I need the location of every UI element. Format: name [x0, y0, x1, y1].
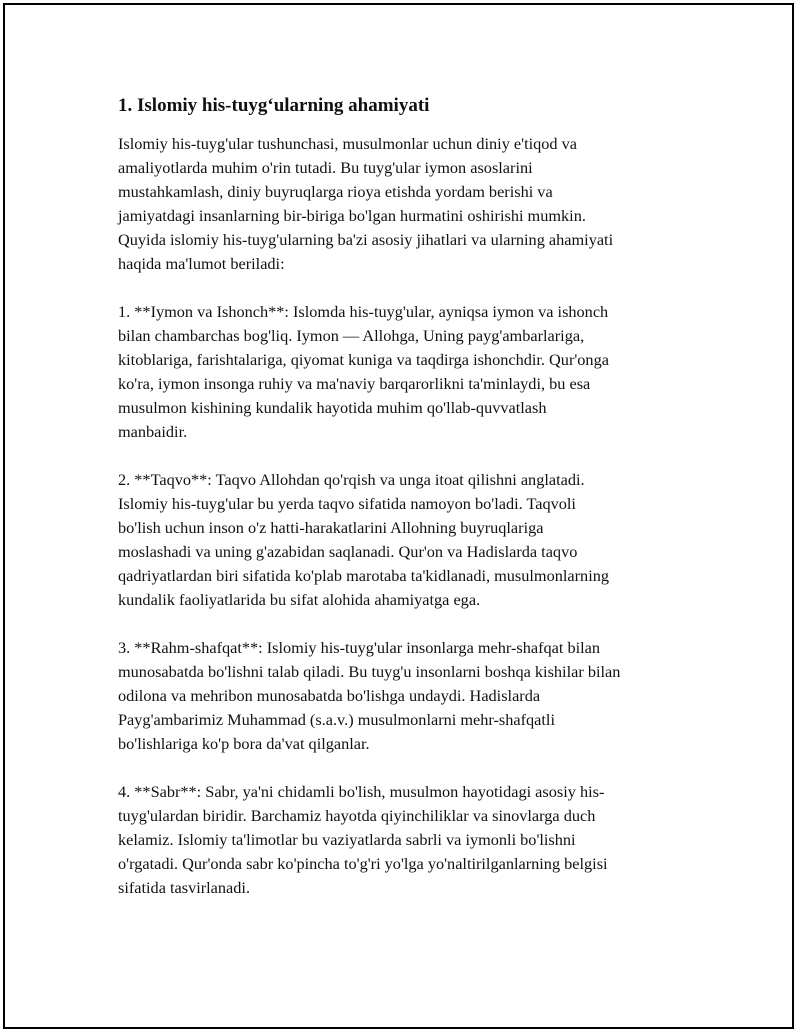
- paragraph-sabr: 4. **Sabr**: Sabr, ya'ni chidamli bo'lish, musulmon hayotidagi asosiy his- tuyg'ulardan biridir. Barchamiz hayotda qiyinchiliklar va sinovlarga duch kelamiz. Islomiy ta'limotlar bu vaziyatlarda sabrli va iymonli bo'lishni o'rgatadi. Qur'onda sabr ko'pincha to'g'ri yo'lga yo'naltirilganlarning belgisi sifatida tasvirlanadi.: [118, 782, 608, 897]
- paragraph-rahm-shafqat: 3. **Rahm-shafqat**: Islomiy his-tuyg'ular insonlarga mehr-shafqat bilan munosabatda bo'lishni talab qiladi. Bu tuyg'u insonlarni boshqa kishilar bilan odilona va mehribon munosabatda bo'lishga undaydi. Hadislarda Payg'ambarimiz Muhammad (s.a.v.) musulmonlarni mehr-shafqatli bo'lishlariga ko'p bora da'vat qilganlar.: [118, 638, 621, 753]
- document-body: [118, 92, 690, 924]
- section-heading: 1. Islomiy his-tuyg‘ularning ahamiyati: [118, 95, 430, 116]
- intro-paragraph: Islomiy his-tuyg'ular tushunchasi, musulmonlar uchun diniy e'tiqod va amaliyotlarda muhim o'rin tutadi. Bu tuyg'ular iymon asoslarini mustahkamlash, diniy buyruqlarga rioya etishda yordam berishi va jamiyatdagi insanlarning bir-biriga bo'lgan hurmatini oshirishi mumkin. Quyida islomiy his-tuyg'ularning ba'zi asosiy jihatlari va ularning ahamiyati haqida ma'lumot beriladi:: [118, 134, 614, 273]
- paragraph-taqvo: 2. **Taqvo**: Taqvo Allohdan qo'rqish va unga itoat qilishni anglatadi. Islomiy his-tuyg'ular bu yerda taqvo sifatida namoyon bo'ladi. Taqvoli bo'lish uchun inson o'z hatti-harakatlarini Allohning buyruqlariga moslashadi va uning g'azabidan saqlanadi. Qur'on va Hadislarda taqvo qadriyatlardan biri sifatida ko'plab marotaba ta'kidlanadi, musulmonlarning kundalik faoliyatlarida bu sifat alohida ahamiyatga ega.: [118, 470, 609, 609]
- paragraph-iymon: 1. **Iymon va Ishonch**: Islomda his-tuyg'ular, ayniqsa iymon va ishonch bilan chambarchas bog'liq. Iymon — Allohga, Uning payg'ambarlariga, kitoblariga, farishtalariga, qiyomat kuniga va taqdirga ishonchdir. Qur'onga ko'ra, iymon insonga ruhiy va ma'naviy barqarorlikni ta'minlaydi, bu esa musulmon kishining kundalik hayotida muhim qo'llab-quvvatlash manbaidir.: [118, 302, 609, 441]
